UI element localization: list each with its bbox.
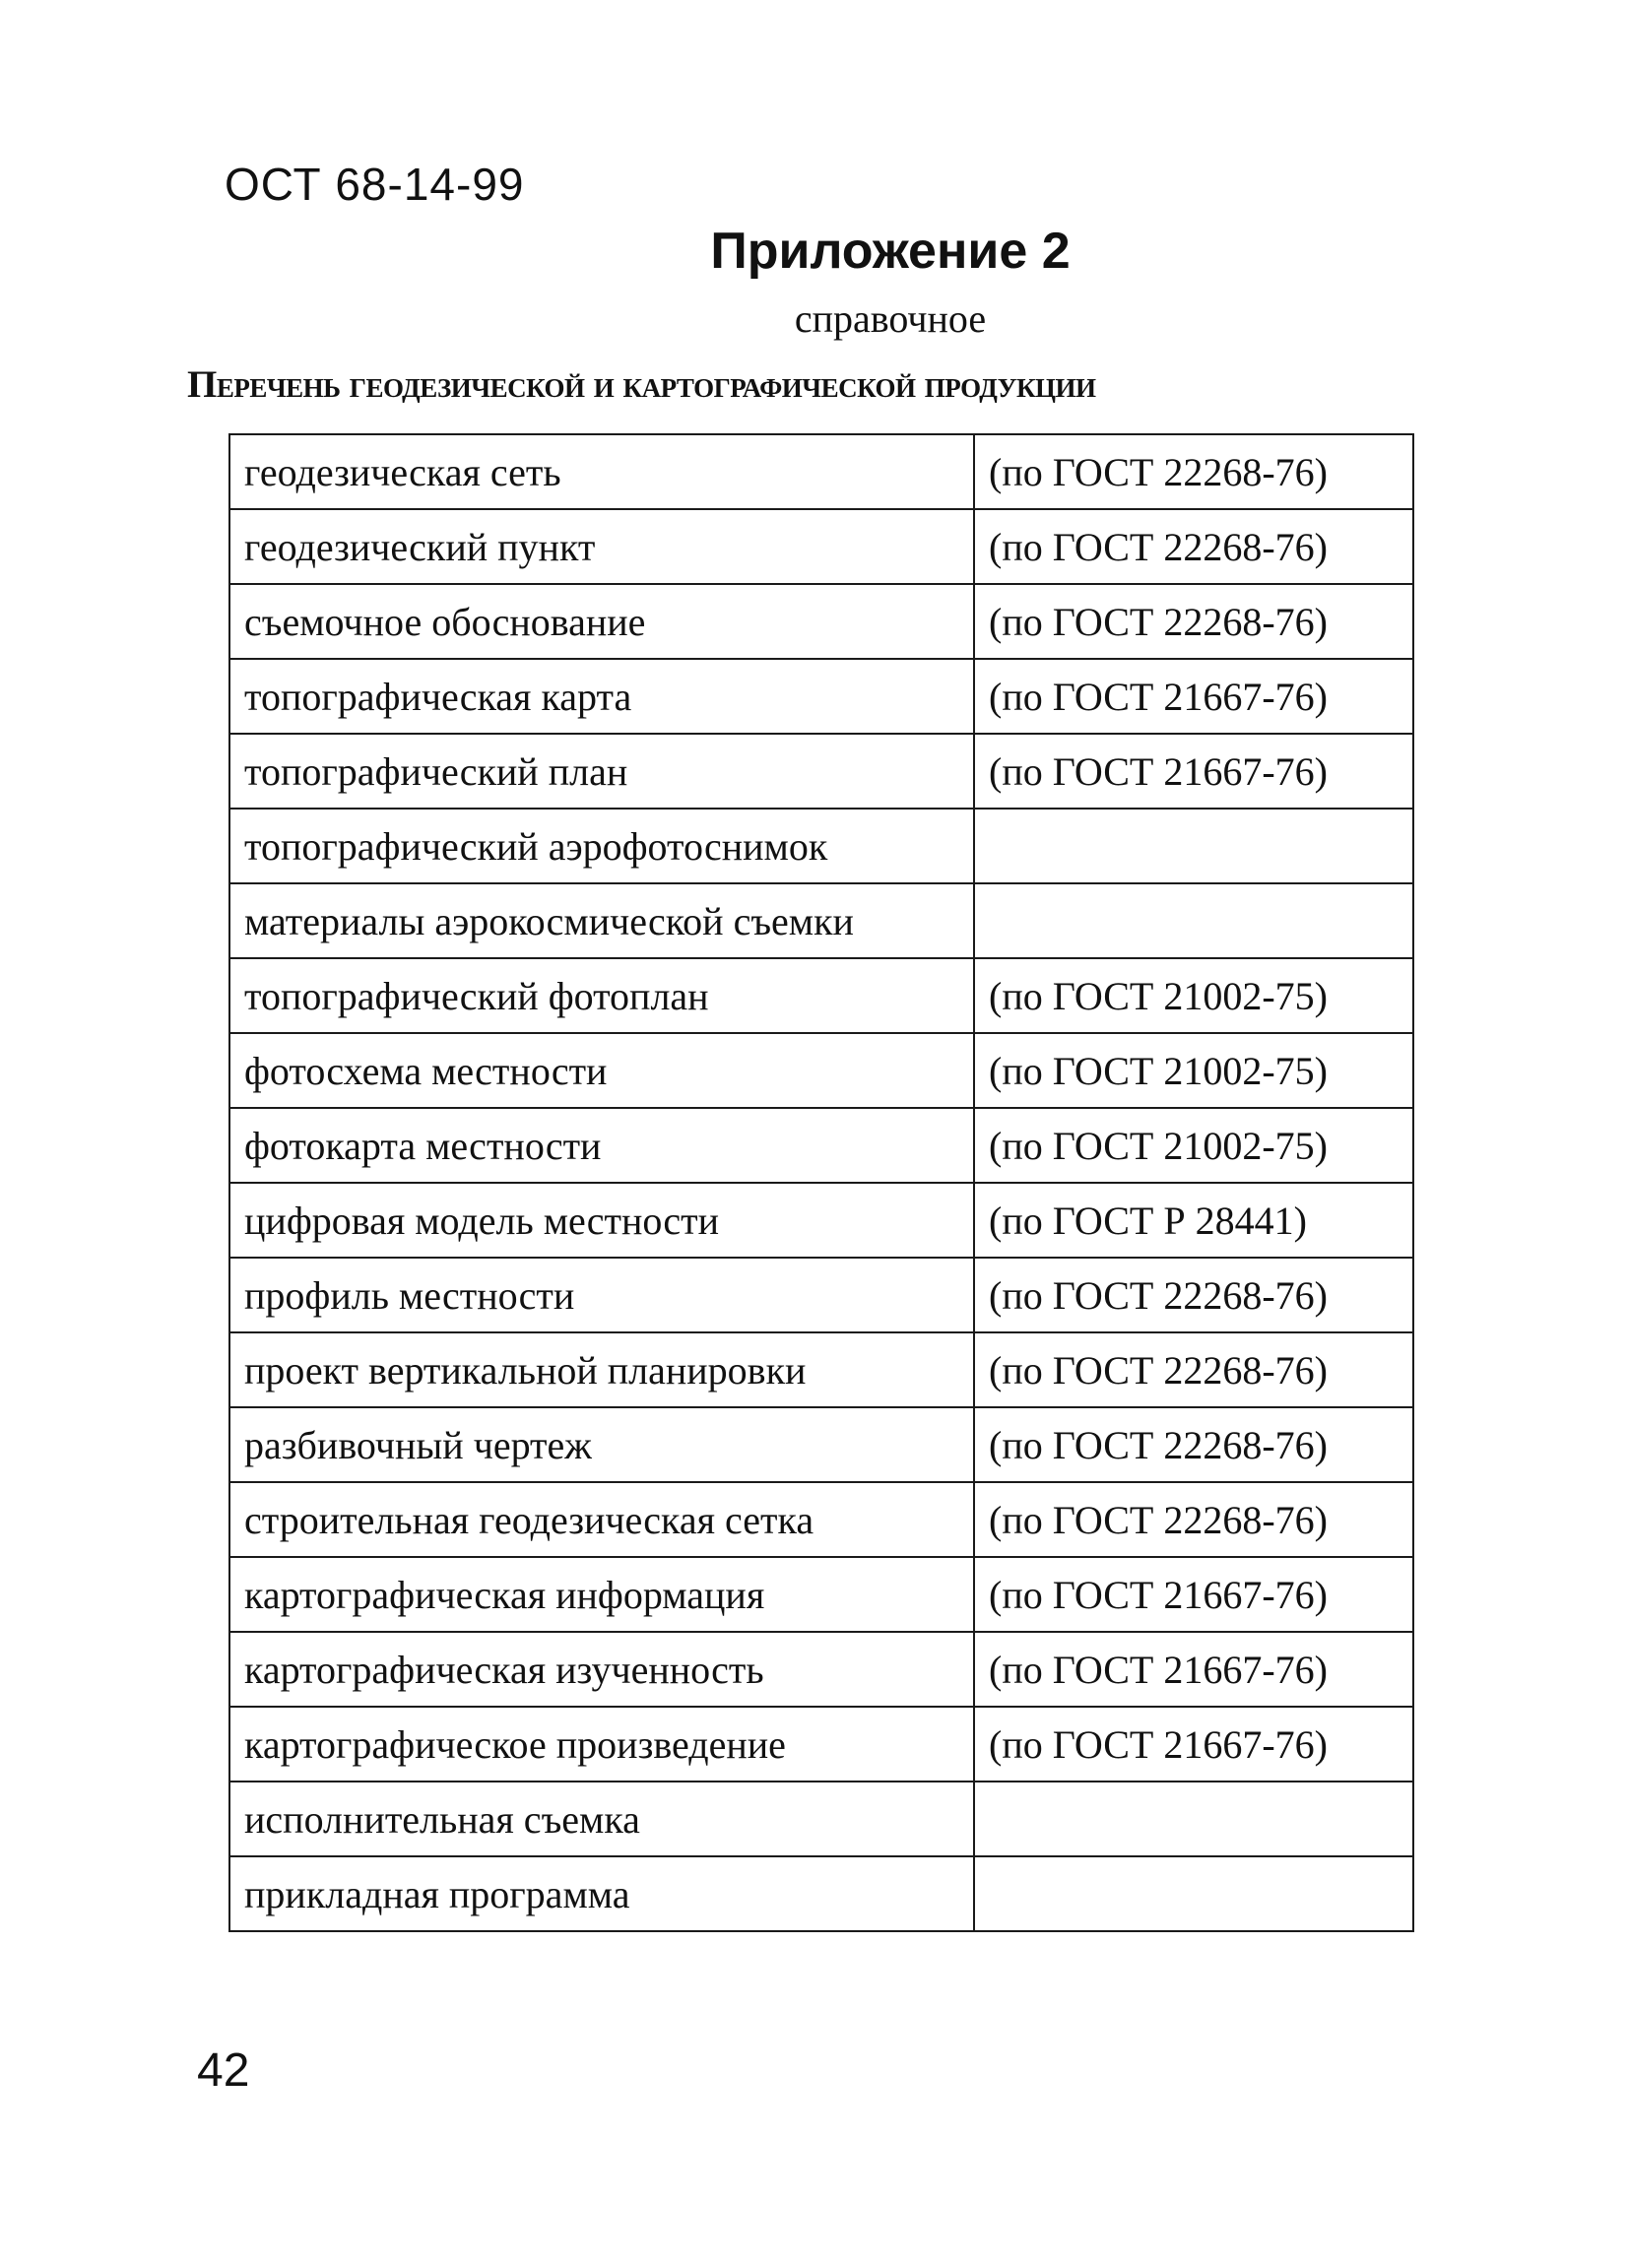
product-term-cell: топографический фотоплан — [229, 958, 974, 1033]
document-code: ОСТ 68-14-99 — [225, 159, 525, 210]
product-term-cell: картографическая информация — [229, 1557, 974, 1632]
standard-reference-cell: (по ГОСТ 22268-76) — [974, 434, 1413, 509]
standard-reference-cell: (по ГОСТ 21667-76) — [974, 1707, 1413, 1782]
table-row — [229, 1632, 1413, 1707]
list-title: Перечень геодезической и картографической продукции — [187, 363, 1096, 406]
standard-reference-cell — [974, 1782, 1413, 1856]
standard-reference-cell: (по ГОСТ 22268-76) — [974, 1332, 1413, 1407]
product-term-cell: профиль местности — [229, 1258, 974, 1332]
table-row — [229, 1033, 1413, 1108]
table-row — [229, 883, 1413, 958]
table-row — [229, 809, 1413, 883]
table-row — [229, 958, 1413, 1033]
table-row — [229, 1108, 1413, 1183]
product-term-cell: проект вертикальной планировки — [229, 1332, 974, 1407]
product-term-cell: прикладная программа — [229, 1856, 974, 1931]
appendix-title: Приложение 2 — [710, 223, 1071, 280]
table-row — [229, 1332, 1413, 1407]
product-term-cell: топографическая карта — [229, 659, 974, 734]
product-term-cell: картографическое произведение — [229, 1707, 974, 1782]
table-row — [229, 1707, 1413, 1782]
table-row — [229, 1407, 1413, 1482]
standard-reference-cell: (по ГОСТ 22268-76) — [974, 1258, 1413, 1332]
standard-reference-cell: (по ГОСТ 21667-76) — [974, 659, 1413, 734]
standard-reference-cell: (по ГОСТ 21667-76) — [974, 1557, 1413, 1632]
products-table-body — [229, 434, 1413, 1931]
standard-reference-cell — [974, 1856, 1413, 1931]
product-term-cell: фотосхема местности — [229, 1033, 974, 1108]
standard-reference-cell: (по ГОСТ Р 28441) — [974, 1183, 1413, 1258]
product-term-cell: цифровая модель местности — [229, 1183, 974, 1258]
standard-reference-cell — [974, 809, 1413, 883]
product-term-cell: топографический аэрофотоснимок — [229, 809, 974, 883]
standard-reference-cell: (по ГОСТ 22268-76) — [974, 1482, 1413, 1557]
table-row — [229, 1258, 1413, 1332]
standard-reference-cell: (по ГОСТ 21002-75) — [974, 1108, 1413, 1183]
product-term-cell: разбивочный чертеж — [229, 1407, 974, 1482]
table-row — [229, 1482, 1413, 1557]
standard-reference-cell: (по ГОСТ 21667-76) — [974, 734, 1413, 809]
table-row — [229, 434, 1413, 509]
standard-reference-cell: (по ГОСТ 21667-76) — [974, 1632, 1413, 1707]
table-row — [229, 509, 1413, 584]
standard-reference-cell: (по ГОСТ 21002-75) — [974, 1033, 1413, 1108]
table-row — [229, 1557, 1413, 1632]
table-row — [229, 659, 1413, 734]
standard-reference-cell: (по ГОСТ 22268-76) — [974, 509, 1413, 584]
product-term-cell: геодезический пункт — [229, 509, 974, 584]
table-row — [229, 1183, 1413, 1258]
table-row — [229, 584, 1413, 659]
product-term-cell: фотокарта местности — [229, 1108, 974, 1183]
table-row — [229, 734, 1413, 809]
table-row — [229, 1856, 1413, 1931]
product-term-cell: строительная геодезическая сетка — [229, 1482, 974, 1557]
product-term-cell: съемочное обоснование — [229, 584, 974, 659]
standard-reference-cell: (по ГОСТ 21002-75) — [974, 958, 1413, 1033]
product-term-cell: геодезическая сеть — [229, 434, 974, 509]
standard-reference-cell — [974, 883, 1413, 958]
product-term-cell: картографическая изученность — [229, 1632, 974, 1707]
page-number: 42 — [197, 2044, 250, 2097]
product-term-cell: исполнительная съемка — [229, 1782, 974, 1856]
product-term-cell: топографический план — [229, 734, 974, 809]
product-term-cell: материалы аэрокосмической съемки — [229, 883, 974, 958]
appendix-note: справочное — [794, 296, 987, 341]
table-row — [229, 1782, 1413, 1856]
products-table — [228, 433, 1414, 1932]
standard-reference-cell: (по ГОСТ 22268-76) — [974, 584, 1413, 659]
standard-reference-cell: (по ГОСТ 22268-76) — [974, 1407, 1413, 1482]
